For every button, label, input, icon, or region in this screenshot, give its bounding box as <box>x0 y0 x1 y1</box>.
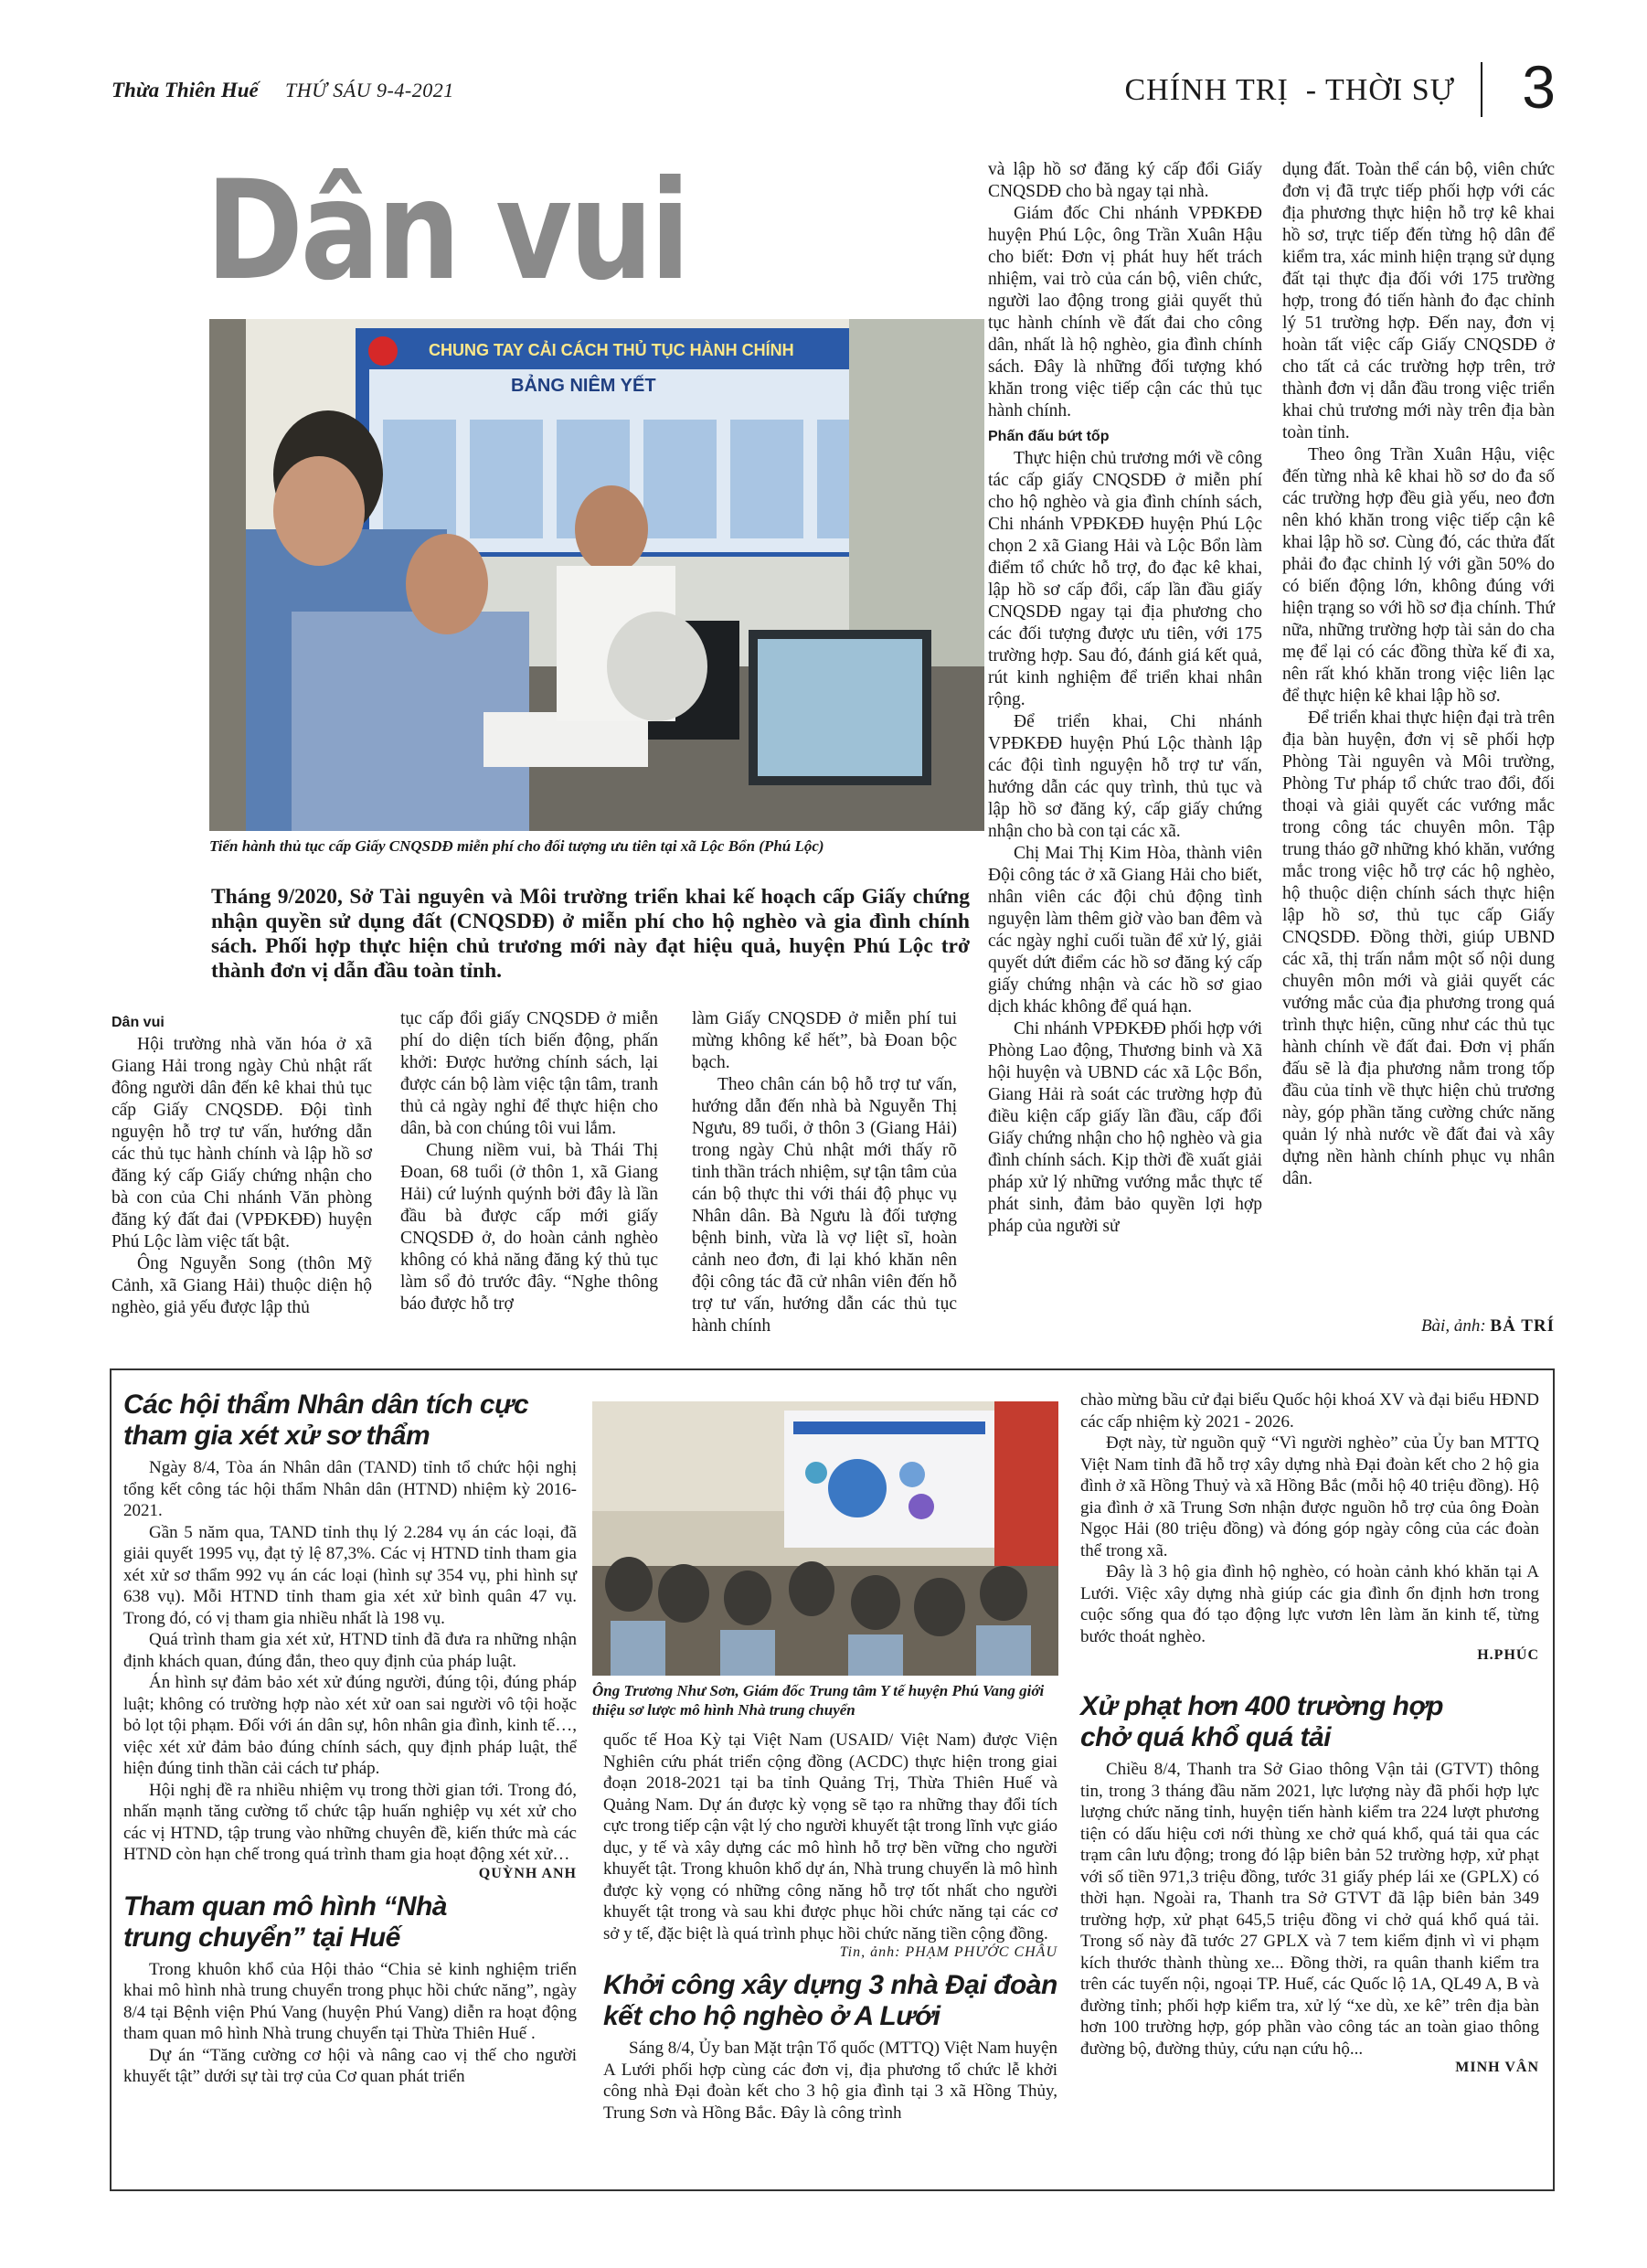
main-column-5 <box>1282 159 1555 1190</box>
section-title: CHÍNH TRỊ - THỜI SỰ <box>1124 73 1455 107</box>
author-sign: MINH VÂN <box>1455 2060 1539 2075</box>
body-paragraph: Trong khuôn khổ của Hội thảo “Chia sẻ kinh nghiệm triển khai mô hình nhà trung chuyển trong phục hồi chức năng”, ngày 8/4 tại Bệnh viện Phú Vang (huyện Phú Vang) diễn ra hoạt động tham quan mô hình Nhà trung chuyển tại Thừa Thiên Huế . <box>123 1959 577 2043</box>
body-paragraph: làm Giấy CNQSDĐ ở miễn phí tui mừng không kể hết”, bà Đoan bộc bạch. <box>692 1009 957 1072</box>
main-byline <box>1282 1316 1555 1336</box>
meeting-photo-caption: Ông Trương Như Sơn, Giám đốc Trung tâm Y tế huyện Phú Vang giới thiệu sơ lược mô hình Nhà trung chuyển <box>592 1682 1045 1719</box>
box-column-3 <box>1080 1390 1539 2076</box>
byline-author: BẢ TRÍ <box>1490 1316 1555 1336</box>
body-paragraph: tục cấp đổi giấy CNQSDĐ ở miễn phí do diện tích biến động, phấn khởi: Được hưởng chính sách, lại được cán bộ làm việc tận tâm, tranh thủ cả ngày nghỉ để thực hiện cho dân, bà con chúng tôi vui lắm. <box>400 1009 658 1138</box>
main-column-4 <box>988 159 1262 1238</box>
body-paragraph: chào mừng bầu cử đại biểu Quốc hội khoá XV và đại biểu HĐND các cấp nhiệm kỳ 2021 - 2026. <box>1080 1390 1539 1432</box>
main-photo <box>209 319 984 831</box>
body-paragraph: Để triển khai thực hiện đại trà trên địa bàn huyện, đơn vị sẽ phối hợp Phòng Tài nguyên và Môi trường, Phòng Tư pháp tổ chức trao đổi, đối thoại và giải quyết các vướng mắc trong công tác chuyên môn. Tập trung tháo gỡ những khó khăn, vướng mắc trong việc hỗ trợ các hộ nghèo, hộ thuộc diện chính sách thực hiện lập hồ sơ, thủ tục cấp Giấy CNQSDĐ. Đồng thời, giúp UBND các xã, thị trấn nắm một số nội dung chuyên môn mới và giải quyết các vướng mắc của địa phương trong quá trình thực hiện, cũng như các thủ tục hành chính về đất đai. Đơn vị phấn đấu sẽ là địa phương nằm trong tốp đầu của tỉnh về thực hiện chủ trương này, góp phần tăng cường chức năng quản lý nhà nước về đất đai và xây dựng nền hành chính phục vụ nhân dân. <box>1282 708 1555 1188</box>
body-paragraph: Thực hiện chủ trương mới về công tác cấp giấy CNQSDĐ ở miễn phí cho hộ nghèo và gia đình chính sách, Chi nhánh VPĐKĐĐ huyện Phú Lộc chọn 2 xã Giang Hải và Lộc Bổn làm điểm tổ chức hỗ trợ, đo đạc kê khai, lập hồ sơ cấp đổi, cấp lần đầu giấy CNQSDĐ ngay tại địa phương cho các đối tượng được ưu tiên, với 175 trường hợp. Sau đó, đánh giá kết quả, rút kinh nghiệm để triển khai nhân rộng. <box>988 449 1262 709</box>
byline-prefix: Bài, ảnh: <box>1420 1316 1486 1336</box>
body-paragraph: Chi nhánh VPĐKĐĐ phối hợp với Phòng Lao động, Thương binh và Xã hội huyện và UBND các xã Lộc Bổn, Giang Hải rà soát các trường hợp đủ điều kiện cấp giấy lần đầu, cấp đổi Giấy chứng nhận cho hộ nghèo và gia đình chính sách. Kịp thời đề xuất giải pháp xử lý những vướng mắc thực tế phát sinh, đảm bảo quyền lợi hợp pháp của người sử <box>988 1019 1262 1236</box>
article-title-nha-trung-chuyen: Tham quan mô hình “Nhà trung chuyển” tại Huế <box>123 1890 447 1953</box>
body-paragraph: Đây là 3 hộ gia đình hộ nghèo, có hoàn cảnh khó khăn tại A Lưới. Việc xây dựng nhà giúp các gia đình ổn định hơn trong cuộc sống qua đó tạo động lực vươn lên làm ăn kinh tế, từng bước thoát nghèo. <box>1080 1562 1539 1646</box>
author-sign: Tin, ảnh: PHẠM PHƯỚC CHÂU <box>839 1944 1057 1960</box>
main-column-1 <box>112 1008 372 1319</box>
section-subhead-dan-vui: Dân vui <box>112 1015 165 1030</box>
body-paragraph: Ngày 8/4, Tòa án Nhân dân (TAND) tỉnh tổ chức hội nghị tổng kết công tác hội thẩm Nhân dân (HTND) nhiệm kỳ 2016-2021. <box>123 1458 577 1520</box>
body-paragraph: Quá trình tham gia xét xử, HTND tỉnh đã đưa ra những nhận định khách quan, đúng đắn, theo quy định của pháp luật. <box>123 1630 577 1671</box>
article-title-hoi-tham: Các hội thẩm Nhân dân tích cực tham gia xét xử sơ thẩm <box>123 1390 529 1451</box>
body-paragraph: quốc tế Hoa Kỳ tại Việt Nam (USAID/ Việt Nam) được Viện Nghiên cứu phát triển cộng đồng (ACDC) thực hiện trong giai đoạn 2018-2021 tại ba tỉnh Quảng Trị, Thừa Thiên Huế và Quảng Nam. Dự án được kỳ vọng sẽ tạo ra những thay đổi tích cực trong tiếp cận vật lý cho người khuyết tật trong lĩnh vực giáo dục, y tế và xây dựng các mô hình hỗ trợ bền vững cho người khuyết tật. Trong khuôn khổ dự án, Nhà trung chuyển là mô hình được kỳ vọng có những công năng hỗ trợ tốt nhất cho người khuyết tật trong và sau khi được phục hồi chức năng tại các cơ sở y tế, đặc biệt là quá trình phục hồi chức năng tiền cộng đồng. <box>603 1730 1057 1943</box>
author-sign: H.PHÚC <box>1477 1647 1539 1663</box>
main-photo-caption: Tiến hành thủ tục cấp Giấy CNQSDĐ miễn phí cho đối tượng ưu tiên tại xã Lộc Bổn (Phú Lộc) <box>209 837 824 855</box>
main-column-2 <box>400 1008 658 1315</box>
body-paragraph: dụng đất. Toàn thể cán bộ, viên chức đơn vị đã trực tiếp phối hợp với các địa phương thực hiện hỗ trợ kê khai hồ sơ, trực tiếp đến từng hộ dân để kiểm tra, xác minh hiện trạng sử dụng đất tại thực địa đối với 175 trường hợp, trong đó tiến hành đo đạc chỉnh lý 51 trường hợp. Đến nay, đơn vị hoàn tất việc cấp Giấy CNQSDĐ ở cho tất cả các trường hợp trên, trở thành đơn vị dẫn đầu trong việc triển khai chủ trương mới này trên địa bàn toàn tỉnh. <box>1282 160 1555 442</box>
photo-banner-text: CHUNG TAY CẢI CÁCH THỦ TỤC HÀNH CHÍNH <box>429 341 794 359</box>
section-subhead-phan-dau: Phấn đấu bứt tốp <box>988 429 1110 444</box>
main-headline: Dân vui <box>206 152 687 311</box>
body-paragraph: Dự án “Tăng cường cơ hội và nâng cao vị thế cho người khuyết tật” dưới sự tài trợ của Cơ quan phát triển <box>123 2045 577 2086</box>
photo-board-text: BẢNG NIÊM YẾT <box>511 376 656 396</box>
body-paragraph: Chung niềm vui, bà Thái Thị Đoan, 68 tuổi (ở thôn 1, xã Giang Hải) cứ luýnh quýnh bởi đây là lần đầu bà được cấp mới giấy CNQSDĐ ở, do hoàn cảnh nghèo không có khả năng đăng ký thủ tục làm sổ đỏ trước đây. “Nghe thông báo được hỗ trợ <box>400 1141 658 1314</box>
body-paragraph: Sáng 8/4, Ủy ban Mặt trận Tổ quốc (MTTQ) Việt Nam huyện A Lưới phối hợp cùng các đơn vị, địa phương tổ chức lễ khởi công nhà Đại đoàn kết cho 3 hộ gia đình tại 3 xã Hồng Thủy, Trung Sơn và Hồng Bắc. Đây là công trình <box>603 2039 1057 2123</box>
paper-name: Thừa Thiên Huế <box>112 79 259 101</box>
body-paragraph: Đợt này, từ nguồn quỹ “Vì người nghèo” của Ủy ban MTTQ Việt Nam tỉnh đã hỗ trợ xây dựng nhà Đại đoàn kết cho 2 hộ gia đình ở xã Hồng Thuỷ và xã Hồng Bắc (mỗi hộ 40 triệu đồng). Hộ gia đình ở xã Trung Sơn nhận được nguồn hỗ trợ của ông Đoàn Ngọc Hải (80 triệu đồng) và đóng góp ngày công của các đoàn thể trong xã. <box>1080 1433 1539 1560</box>
article-title-xu-phat: Xử phạt hơn 400 trường hợp chở quá khổ quá tải <box>1080 1691 1443 1752</box>
box-column-2 <box>603 1730 1057 2124</box>
body-paragraph: Hội nghị đề ra nhiều nhiệm vụ trong thời gian tới. Trong đó, nhấn mạnh tăng cường tổ chức tập huấn nghiệp vụ xét xử cho các vị HTND, tập trung vào những chuyên đề, kiến thức mà các HTND còn hạn chế trong quá trình tham gia hoạt động xét xử… <box>123 1780 577 1864</box>
body-paragraph: Giám đốc Chi nhánh VPĐKĐĐ huyện Phú Lộc, ông Trần Xuân Hậu cho biết: Đơn vị phát huy hết trách nhiệm, vai trò của cán bộ, viên chức, người lao động trong giải quyết thủ tục hành chính về đất đai cho công dân, nhất là hộ nghèo, gia đình chính sách. Đây là những đối tượng khó khăn trong việc tiếp cận các thủ tục hành chính. <box>988 204 1262 421</box>
body-paragraph: Để triển khai, Chi nhánh VPĐKĐĐ huyện Phú Lộc thành lập các đội tình nguyện hỗ trợ tư vấn, hướng dẫn các quy trình, thủ tục và lập hồ sơ đăng ký, cấp giấy chứng nhận cho bà con tại các xã. <box>988 712 1262 841</box>
body-paragraph: Chị Mai Thị Kim Hòa, thành viên Đội công tác ở xã Giang Hải cho biết, nhân viên các đội chủ động tình nguyện làm thêm giờ vào ban đêm và các ngày nghỉ cuối tuần để xử lý, giải quyết dứt điểm các hồ sơ đăng ký cấp giấy chứng nhận và các hồ sơ giao dịch khác không để quá hạn. <box>988 844 1262 1017</box>
issue-date: THỨ SÁU 9-4-2021 <box>285 79 454 101</box>
header-divider <box>1481 62 1482 117</box>
page-number: 3 <box>1522 53 1556 121</box>
article-title-dai-doan-ket: Khởi công xây dựng 3 nhà Đại đoàn kết cho hộ nghèo ở A Lưới <box>603 1970 1057 2031</box>
body-paragraph: Án hình sự đảm bảo xét xử đúng người, đúng tội, đúng pháp luật; không có trường hợp nào xét xử oan sai người vô tội hoặc bỏ lọt tội phạm. Đối với án dân sự, hôn nhân gia đình, kinh tế…, việc xét xử đảm bảo đúng chính sách, quy định pháp luật, thể hiện đúng tinh thần cải cách tư pháp. <box>123 1673 577 1778</box>
lead-paragraph: Tháng 9/2020, Sở Tài nguyên và Môi trường triển khai kế hoạch cấp Giấy chứng nhận quyền sử dụng đất (CNQSDĐ) ở miễn phí cho hộ nghèo và gia đình chính sách. Phối hợp thực hiện chủ trương mới này đạt hiệu quả, huyện Phú Lộc trở thành đơn vị dẫn đầu toàn tỉnh. <box>211 885 970 983</box>
meeting-scene-illustration <box>592 1401 1058 1676</box>
body-paragraph: và lập hồ sơ đăng ký cấp đổi Giấy CNQSDĐ cho bà ngay tại nhà. <box>988 160 1262 201</box>
body-paragraph: Theo ông Trần Xuân Hậu, việc đến từng nhà kê khai hồ sơ do đa số các trường hợp đều già yếu, neo đơn nên khó khăn trong việc tiếp cận kê khai lập hồ sơ. Cùng đó, các thửa đất phải đo đạc chỉnh lý với gần 50% do có biến động lớn, không đúng với hiện trạng so với hồ sơ địa chính. Thứ nữa, những trường hợp tài sản do cha mẹ để lại có các đồng thừa kế đi xa, nên rất khó khăn trong việc liên lạc để thực hiện kê khai lập hồ sơ. <box>1282 445 1555 706</box>
body-paragraph: Ông Nguyễn Song (thôn Mỹ Cảnh, xã Giang Hải) thuộc diện hộ nghèo, giả yếu được lập thủ <box>112 1254 372 1317</box>
body-paragraph: Gần 5 năm qua, TAND tỉnh thụ lý 2.284 vụ án các loại, đã giải quyết 1995 vụ, đạt tỷ lệ 87,3%. Các vị HTND tỉnh tham gia xét xử sơ thẩm 992 vụ án các loại (hình sự 354 vụ, phi hình sự 638 vụ). Mỗi HTND tỉnh tham gia xét xử bình quân 47 vụ. Trong đó, có vị tham gia nhiều nhất là 198 vụ. <box>123 1522 577 1628</box>
body-paragraph: Chiều 8/4, Thanh tra Sở Giao thông Vận tải (GTVT) thông tin, trong 3 tháng đầu năm 2021, lực lượng này đã phối hợp lực lượng chức năng tỉnh, huyện tiến hành kiểm tra 224 lượt phương tiện có dấu hiệu cơi nới thùng xe chở quá khổ, quá tải qua các trạm cân lưu động; trong đó lập biên bản 52 trường hợp, xử phạt với số tiền 971,3 triệu đồng, tước 31 giấy phép lái xe (GPLX) có thời hạn. Ngoài ra, Thanh tra Sở GTVT đã lập biên bản 349 trường hợp, xử phạt 645,5 triệu đồng vi chở quá khổ quá tải. Trong số này đã tước 27 GPLX và 7 tem kiểm định vì vi phạm kích thước thành thùng xe... Đồng thời, ra quân thanh kiểm tra trên các tuyến nội, ngoại TP. Huế, các Quốc lộ 1A, QL49 A, B và đường tỉnh; phối hợp kiểm tra, xử lý “xe dù, xe kê” trên địa bàn hơn 100 trường hợp, góp phần vào công tác an toàn giao thông đường bộ, đường thủy, cứu nạn cứu hộ... <box>1080 1760 1539 2059</box>
main-column-3 <box>692 1008 957 1337</box>
meeting-photo <box>592 1401 1058 1676</box>
body-paragraph: Hội trường nhà văn hóa ở xã Giang Hải trong ngày Chủ nhật rất đông người dân đến kê khai thủ tục cấp Giấy CNQSDĐ. Đội tình nguyện hỗ trợ tư vấn, hướng dẫn các thủ tục hành chính và lập hồ sơ đăng ký cấp Giấy chứng nhận cho bà con của Chi nhánh Văn phòng đăng ký đất đai (VPĐKĐĐ) huyện Phú Lộc làm việc tất bật. <box>112 1035 372 1251</box>
author-sign: QUỲNH ANH <box>478 1865 577 1881</box>
body-paragraph: Theo chân cán bộ hỗ trợ tư vấn, hướng dẫn đến nhà bà Nguyễn Thị Ngưu, 89 tuổi, ở thôn 3 (Giang Hải) trong ngày Chủ nhật mới thấy rõ tinh thần trách nhiệm, sự tận tâm của cán bộ thực thi với thái độ phục vụ Nhân dân. Bà Ngưu là đối tượng bệnh binh, vừa là vợ liệt sĩ, hoàn cảnh neo đơn, đi lại khó khăn nên đội công tác đã cử nhân viên đến hỗ trợ tư vấn, hướng dẫn các thủ tục hành chính <box>692 1075 957 1336</box>
box-column-1 <box>123 1390 577 2088</box>
page-header <box>112 53 1556 126</box>
